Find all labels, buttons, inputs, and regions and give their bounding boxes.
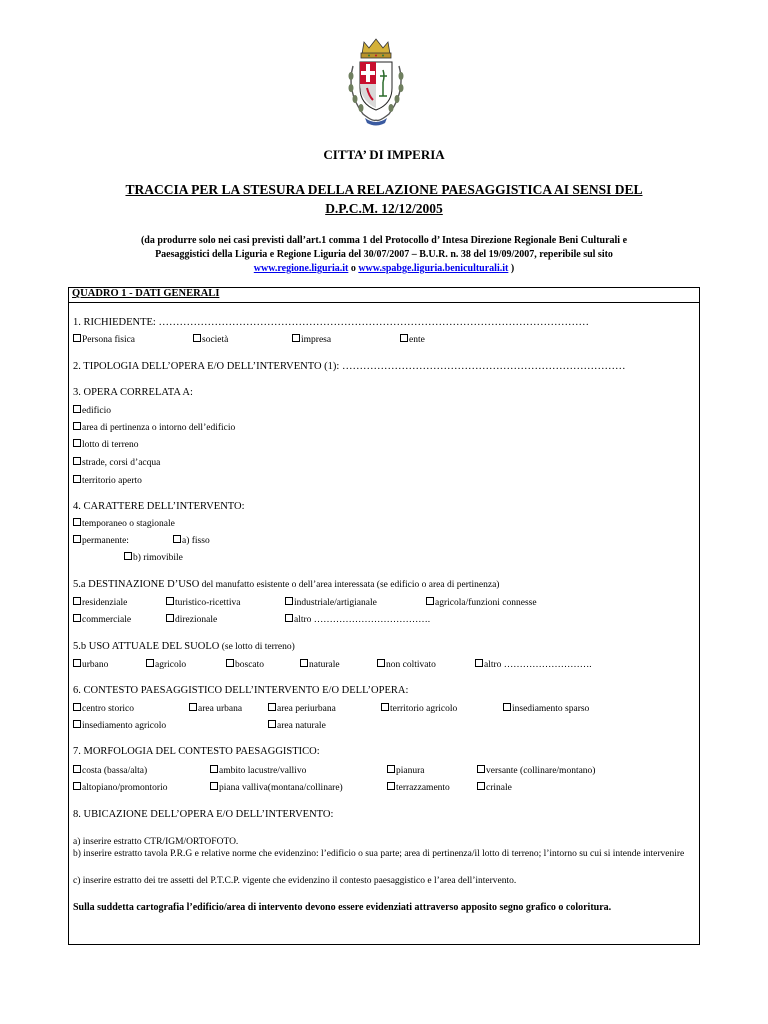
altro-5b-fill-line: ……………………….: [501, 660, 592, 670]
protocol-note: [60, 234, 708, 276]
q5a-label-text: 5.a DESTINAZIONE D’USO: [73, 579, 200, 590]
checkbox-insediamento-sparso[interactable]: insediamento sparso: [503, 703, 589, 714]
checkbox-boscato[interactable]: boscato: [226, 659, 264, 670]
checkbox-altopiano[interactable]: altopiano/promontorio: [73, 782, 168, 793]
note-line1: (da produrre solo nei casi previsti dall’art.1 comma 1 del Protocollo d’ Intesa Direzione Regionale Beni Culturali e: [140, 235, 628, 246]
regione-liguria-link[interactable]: www.regione.liguria.it: [253, 263, 349, 274]
checkbox-direzionale[interactable]: direzionale: [166, 614, 217, 625]
altro-5a-label: altro: [294, 615, 312, 625]
checkbox-area-periurbana[interactable]: area periurbana: [268, 703, 336, 714]
checkbox-centro-storico[interactable]: centro storico: [73, 703, 134, 714]
q2-label-text: 2. TIPOLOGIA DELL’OPERA E/O DELL’INTERVENTO (1):: [73, 361, 340, 372]
checkbox-area-pertinenza[interactable]: area di pertinenza o intorno dell’edificio: [73, 422, 235, 433]
crown-icon: [361, 39, 391, 58]
altro-5a-fill-line: ……………………………….: [311, 615, 431, 625]
document-title-line1: TRACCIA PER LA STESURA DELLA RELAZIONE PAESAGGISTICA AI SENSI DEL: [125, 182, 643, 197]
checkbox-costa[interactable]: costa (bassa/alta): [73, 765, 147, 776]
checkbox-residenziale[interactable]: residenziale: [73, 597, 127, 608]
q5b-label-text: 5.b USO ATTUALE DEL SUOLO: [73, 641, 220, 652]
checkbox-industriale[interactable]: industriale/artigianale: [285, 597, 377, 608]
altro-5b-label: altro: [484, 660, 502, 670]
checkbox-piana-valliva[interactable]: piana valliva(montana/collinare): [210, 782, 343, 793]
checkbox-agricola-funzioni[interactable]: agricola/funzioni connesse: [426, 597, 537, 608]
checkbox-agricolo-suolo[interactable]: agricolo: [146, 659, 186, 670]
checkbox-naturale[interactable]: naturale: [300, 659, 340, 670]
checkbox-permanente[interactable]: permanente:: [73, 535, 129, 546]
q2-fill-line[interactable]: ………………………………………………………………………: [341, 361, 626, 372]
checkbox-area-urbana[interactable]: area urbana: [189, 703, 242, 714]
checkbox-urbano[interactable]: urbano: [73, 659, 108, 670]
q1-label-text: 1. RICHIEDENTE:: [73, 317, 156, 328]
q3-label: 3. OPERA CORRELATA A:: [73, 387, 193, 398]
quadro-1-form: [68, 287, 700, 945]
section-title: QUADRO 1 - DATI GENERALI: [72, 288, 220, 299]
ribbon-icon: [365, 118, 387, 126]
checkbox-societa[interactable]: società: [193, 334, 228, 345]
note-line2: Paesaggistici della Liguria e Regione Liguria del 30/07/2007 – B.U.R. n. 38 del 19/09/2007, reperibile sul sito: [155, 249, 613, 260]
checkbox-terrazzamento[interactable]: terrazzamento: [387, 782, 450, 793]
checkbox-rimovibile[interactable]: b) rimovibile: [124, 552, 183, 563]
checkbox-ambito-lacustre[interactable]: ambito lacustre/vallivo: [210, 765, 306, 776]
checkbox-turistico-ricettiva[interactable]: turistico-ricettiva: [166, 597, 240, 608]
note-end: ): [508, 263, 515, 274]
link-separator: o: [348, 263, 359, 274]
checkbox-altro-5a[interactable]: [285, 614, 430, 625]
document-title-line2: D.P.C.M. 12/12/2005: [325, 201, 443, 216]
checkbox-temporaneo[interactable]: temporaneo o stagionale: [73, 518, 175, 529]
q6-label: 6. CONTESTO PAESAGGISTICO DELL’INTERVENTO E/O DELL’OPERA:: [73, 685, 409, 696]
checkbox-area-naturale[interactable]: area naturale: [268, 720, 326, 731]
q7-label: 7. MORFOLOGIA DEL CONTESTO PAESAGGISTICO:: [73, 746, 320, 757]
spabge-link[interactable]: www.spabge.liguria.beniculturali.it: [358, 263, 509, 274]
checkbox-territorio-agricolo[interactable]: territorio agricolo: [381, 703, 457, 714]
checkbox-ente[interactable]: ente: [400, 334, 425, 345]
shield-icon: [360, 62, 392, 110]
q5b-label: [73, 641, 295, 652]
checkbox-strade[interactable]: strade, corsi d’acqua: [73, 457, 160, 468]
q8-label: 8. UBICAZIONE DELL’OPERA E/O DELL’INTERVENTO:: [73, 809, 334, 820]
checkbox-non-coltivato[interactable]: non coltivato: [377, 659, 436, 670]
q8-item-a: a) inserire estratto CTR/IGM/ORTOFOTO.: [73, 837, 239, 847]
q8-item-b: b) inserire estratto tavola P.R.G e relative norme che evidenzino: l’edificio o sua parte; area di pertinenza/il lotto di terreno; l’intorno su cui si intende intervenire: [73, 849, 685, 859]
checkbox-pianura[interactable]: pianura: [387, 765, 425, 776]
q8-item-c: c) inserire estratto dei tre assetti del P.T.C.P. vigente che evidenzino il contesto paesaggistico e l’area dell’intervento.: [73, 876, 517, 886]
checkbox-insediamento-agricolo[interactable]: insediamento agricolo: [73, 720, 166, 731]
document-title: [0, 180, 768, 218]
imperia-coat-of-arms: [343, 36, 409, 128]
checkbox-edificio[interactable]: edificio: [73, 405, 111, 416]
q5b-label-rest: (se lotto di terreno): [219, 642, 295, 652]
q5a-label: [73, 579, 499, 590]
q4-label: 4. CARATTERE DELL’INTERVENTO:: [73, 501, 245, 512]
checkbox-altro-5b[interactable]: [475, 659, 592, 670]
checkbox-persona-fisica[interactable]: Persona fisica: [73, 334, 135, 345]
city-title: CITTA’ DI IMPERIA: [323, 147, 445, 162]
checkbox-territorio-aperto[interactable]: territorio aperto: [73, 475, 142, 486]
header-divider: [69, 302, 699, 303]
checkbox-crinale[interactable]: crinale: [477, 782, 512, 793]
q1-label: [73, 317, 589, 328]
q2-label: [73, 361, 625, 372]
q8-bold-note: Sulla suddetta cartografia l’edificio/area di intervento devono essere evidenziati attraverso apposito segno grafico o coloritura.: [73, 902, 612, 913]
q1-fill-line[interactable]: ……………………………………………………………………………………………………………: [158, 317, 589, 328]
checkbox-fisso[interactable]: a) fisso: [173, 535, 210, 546]
checkbox-impresa[interactable]: impresa: [292, 334, 331, 345]
checkbox-versante[interactable]: versante (collinare/montano): [477, 765, 595, 776]
q5a-label-rest: del manufatto esistente o dell’area interessata (se edificio o area di pertinenza): [199, 580, 500, 590]
checkbox-commerciale[interactable]: commerciale: [73, 614, 131, 625]
checkbox-lotto-terreno[interactable]: lotto di terreno: [73, 439, 138, 450]
